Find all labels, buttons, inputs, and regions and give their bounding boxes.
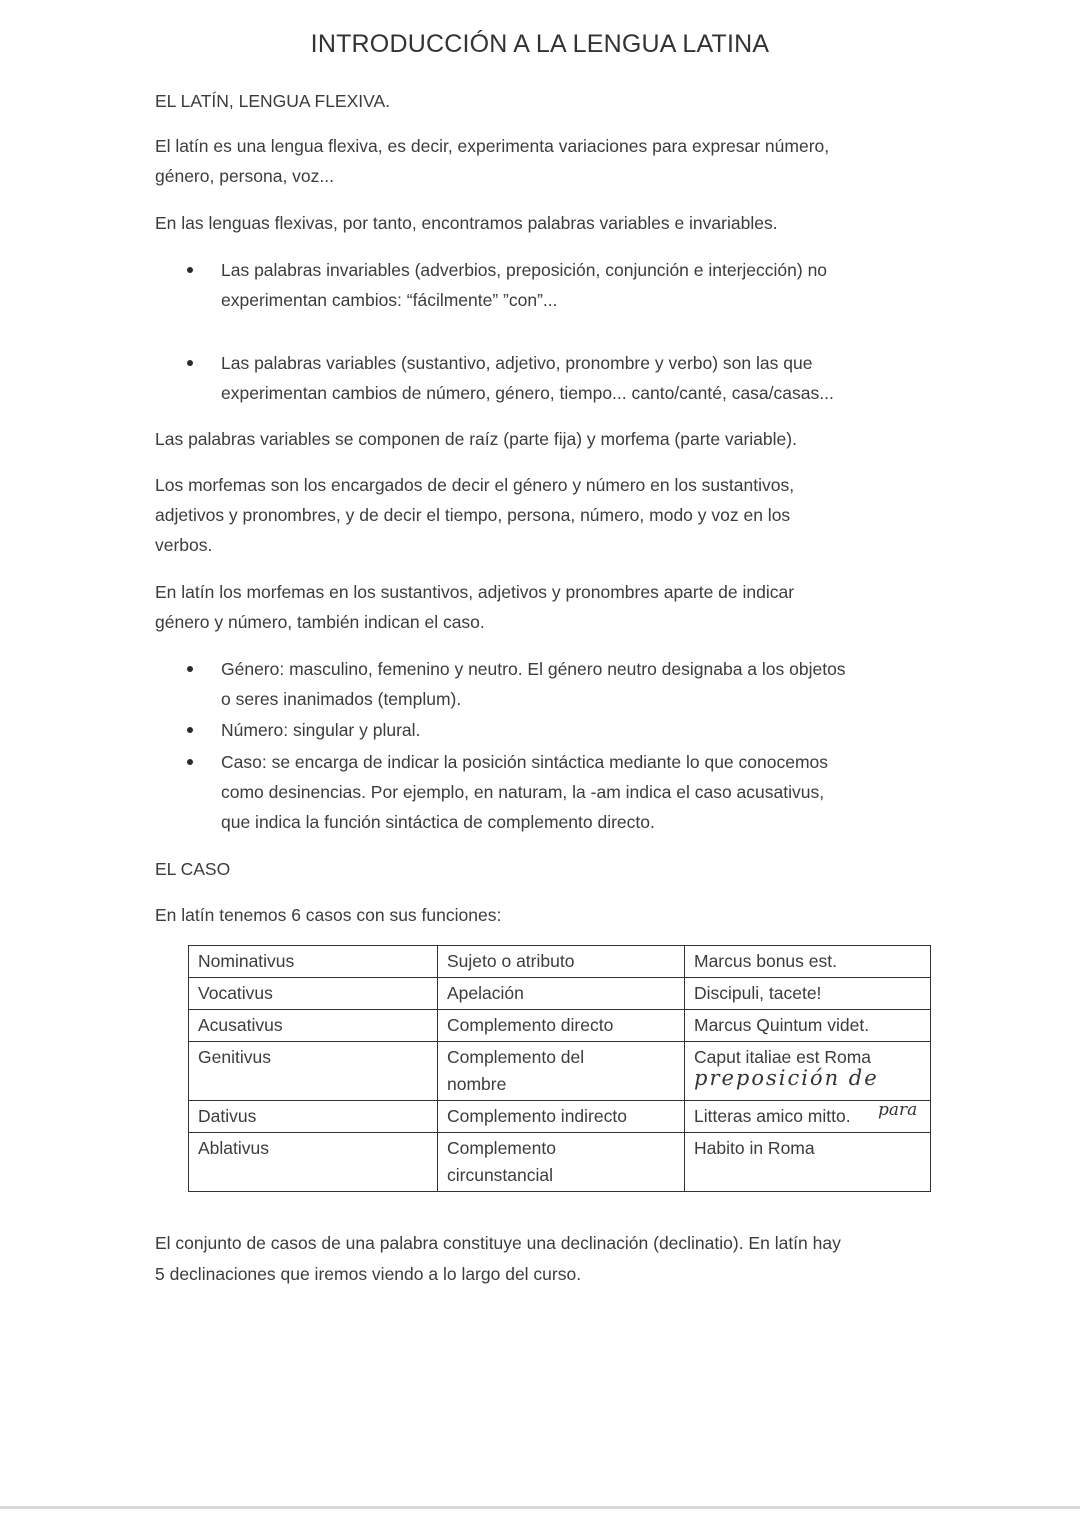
page-title: INTRODUCCIÓN A LA LENGUA LATINA [310,30,770,58]
bullet-variables [221,348,834,408]
section-heading-caso: EL CASO [155,859,231,879]
case-function-line: nombre [447,1074,507,1094]
case-name: Genitivus [189,1042,438,1101]
bullet-dot [187,267,193,273]
bullet-line: como desinencias. Por ejemplo, en naturam, la -am indica el caso acusativus, [221,782,825,802]
bullet-numero [221,715,420,745]
case-name: Ablativus [189,1133,438,1192]
case-example: Discipuli, tacete! [685,978,931,1010]
table-intro: En latín tenemos 6 casos con sus funciones: [155,905,502,925]
case-function: Complemento indirecto [438,1101,685,1133]
case-example: Litteras amico mitto. [685,1101,931,1133]
table-row [189,946,931,978]
case-example: Marcus bonus est. [685,946,931,978]
case-function: Apelación [438,978,685,1010]
bullet-dot [187,360,193,366]
case-function [438,1133,685,1192]
paragraph-4-line-2: adjetivos y pronombres, y de decir el tiempo, persona, número, modo y voz en los [155,505,791,525]
case-function: Sujeto o atributo [438,946,685,978]
bullet-line: experimentan cambios de número, género, tiempo... canto/canté, casa/casas... [221,383,834,403]
case-function-line: Complemento del [447,1047,585,1067]
case-name: Nominativus [189,946,438,978]
case-function [438,1042,685,1101]
closing-line-1: El conjunto de casos de una palabra constituye una declinación (declinatio). En latín hay [155,1233,841,1253]
table-row [189,978,931,1010]
case-function-line: Complemento [447,1138,556,1158]
paragraph-1-line-2: género, persona, voz... [155,166,334,186]
table-row [189,1133,931,1192]
paragraph-1-line-1: El latín es una lengua flexiva, es decir, experimenta variaciones para expresar número, [155,136,830,156]
bullet-line: experimentan cambios: “fácilmente” ”con”... [221,290,558,310]
paragraph-4-line-1: Los morfemas son los encargados de decir el género y número en los sustantivos, [155,475,795,495]
case-example: Caput italiae est Roma [685,1042,931,1101]
handwritten-note-preposicion: preposición de [694,1066,879,1090]
case-example: Habito in Roma [685,1133,931,1192]
bullet-line: que indica la función sintáctica de complemento directo. [221,812,655,832]
bullet-dot [187,727,193,733]
paragraph-5-line-1: En latín los morfemas en los sustantivos, adjetivos y pronombres aparte de indicar [155,582,795,602]
paragraph-5-line-2: género y número, también indican el caso. [155,612,485,632]
case-name: Vocativus [189,978,438,1010]
paragraph-3: Las palabras variables se componen de raíz (parte fija) y morfema (parte variable). [155,429,797,449]
bullet-genero [221,654,846,714]
handwritten-note-para: para [878,1100,918,1120]
paragraph-2: En las lenguas flexivas, por tanto, encontramos palabras variables e invariables. [155,213,778,233]
bullet-dot [187,666,193,672]
case-function-line: circunstancial [447,1165,554,1185]
case-name: Acusativus [189,1010,438,1042]
case-example: Marcus Quintum videt. [685,1010,931,1042]
bullet-line: Caso: se encarga de indicar la posición sintáctica mediante lo que conocemos [221,752,829,772]
bullet-line: o seres inanimados (templum). [221,689,462,709]
bullet-invariables [221,255,827,315]
case-function: Complemento directo [438,1010,685,1042]
scan-edge-divider [0,1506,1080,1509]
bullet-line: Género: masculino, femenino y neutro. El género neutro designaba a los objetos [221,659,846,679]
table-row [189,1101,931,1133]
bullet-caso [221,747,828,837]
bullet-line: Número: singular y plural. [221,720,421,740]
closing-line-2: 5 declinaciones que iremos viendo a lo largo del curso. [155,1264,582,1284]
table-row [189,1010,931,1042]
bullet-dot [187,759,193,765]
section-heading-flexiva: EL LATÍN, LENGUA FLEXIVA. [155,91,391,111]
paragraph-4-line-3: verbos. [155,535,213,555]
bullet-line: Las palabras variables (sustantivo, adjetivo, pronombre y verbo) son las que [221,353,813,373]
case-name: Dativus [189,1101,438,1133]
bullet-line: Las palabras invariables (adverbios, preposición, conjunción e interjección) no [221,260,828,280]
